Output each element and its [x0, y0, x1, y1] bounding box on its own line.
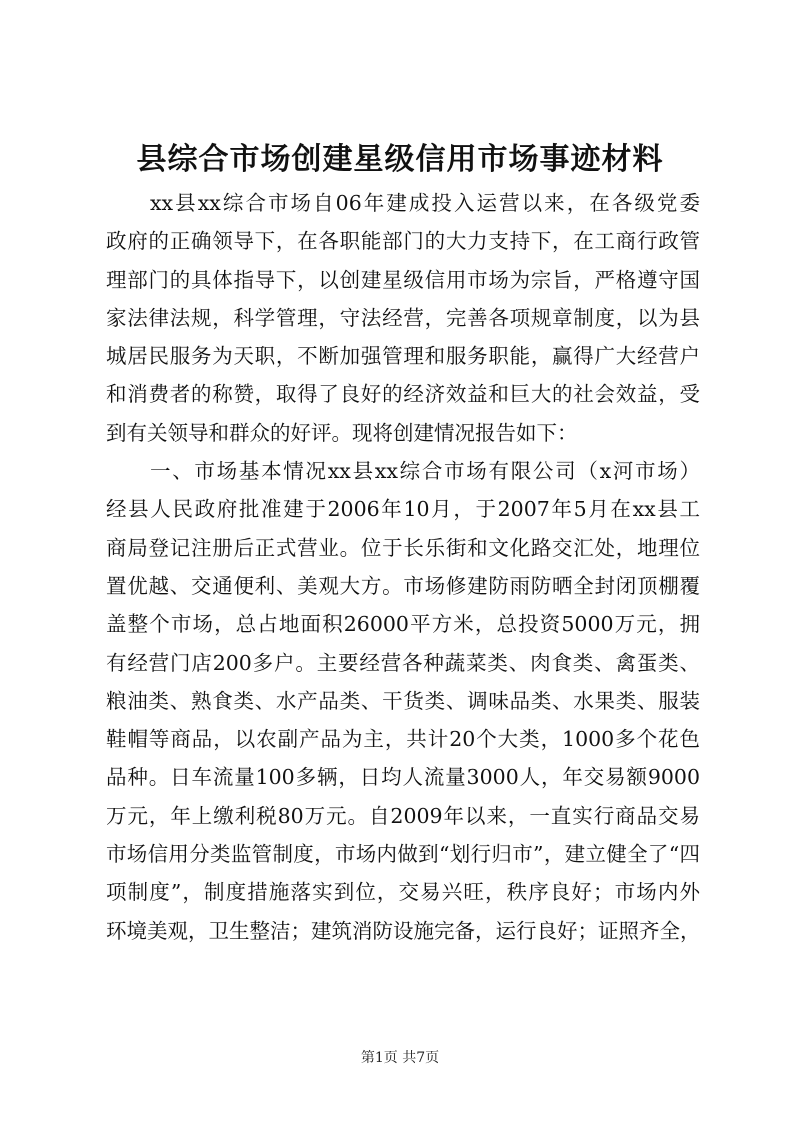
page-indicator: 第1页 共7页 [360, 1050, 440, 1066]
text-line: 城居民服务为天职，不断加强管理和服务职能，赢得广大经营户 [106, 344, 700, 369]
text-line: 到有关领导和群众的好评。现将创建情况报告如下： [106, 420, 578, 445]
text-line: 盖整个市场，总占地面积26000平方米，总投资5000万元，拥 [106, 612, 700, 637]
text-line: 理部门的具体指导下，以创建星级信用市场为宗旨，严格遵守国 [106, 267, 700, 292]
document-title: 县综合市场创建星级信用市场事迹材料 [136, 142, 664, 177]
text-line: 家法律法规，科学管理，守法经营，完善各项规章制度，以为县 [106, 305, 700, 330]
text-line: 环境美观，卫生整洁；建筑消防设施完备，运行良好；证照齐全， [106, 918, 700, 943]
text-line: 粮油类、熟食类、水产品类、干货类、调味品类、水果类、服装 [106, 688, 700, 713]
text-line: 一、市场基本情况xx县xx综合市场有限公司（x河市场） [150, 459, 700, 484]
text-line: 政府的正确领导下，在各职能部门的大力支持下，在工商行政管 [106, 229, 700, 254]
text-line: 经县人民政府批准建于2006年10月，于2007年5月在xx县工 [106, 497, 700, 522]
text-line: 置优越、交通便利、美观大方。市场修建防雨防晒全封闭顶棚覆 [106, 573, 700, 598]
text-line: 品种。日车流量100多辆，日均人流量3000人，年交易额9000 [106, 765, 700, 790]
text-line: 项制度”，制度措施落实到位，交易兴旺，秩序良好；市场内外 [106, 880, 700, 905]
text-line: 有经营门店200多户。主要经营各种蔬菜类、肉食类、禽蛋类、 [106, 650, 700, 675]
text-line: 万元，年上缴利税80万元。自2009年以来，一直实行商品交易 [106, 803, 700, 828]
text-line: 商局登记注册后正式营业。位于长乐街和文化路交汇处，地理位 [106, 535, 700, 560]
text-line: 市场信用分类监管制度，市场内做到“划行归市”，建立健全了“四 [106, 842, 700, 867]
text-line: 和消费者的称赞，取得了良好的经济效益和巨大的社会效益，受 [106, 382, 700, 407]
document-body [106, 184, 700, 950]
text-line: 鞋帽等商品，以农副产品为主，共计20个大类，1000多个花色 [106, 727, 700, 752]
text-line: xx县xx综合市场自06年建成投入运营以来，在各级党委 [150, 191, 700, 215]
